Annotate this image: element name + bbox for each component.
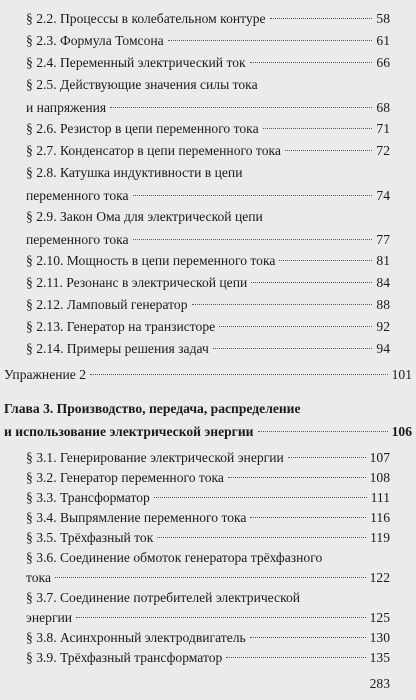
toc-entry-page: 135 [369, 650, 390, 665]
toc-entry [26, 162, 390, 207]
toc-entry-title: § 3.8. Асинхронный электродвигатель [26, 630, 246, 645]
toc-entry [26, 206, 390, 251]
toc-entry-title: § 2.10. Мощность в цепи переменного тока [26, 253, 276, 268]
toc-entry-title: § 2.11. Резонанс в электрической цепи [26, 275, 248, 290]
toc-entry-title: § 2.6. Резистор в цепи переменного тока [26, 121, 259, 136]
toc-entry [26, 547, 390, 587]
leader-dots [279, 260, 372, 261]
toc-entry [26, 294, 390, 317]
exercise-title: Упражнение 2 [4, 367, 87, 382]
leader-dots [219, 326, 372, 327]
toc-entry-title: § 3.4. Выпрямление переменного тока [26, 510, 247, 525]
toc-entry-title-cont: переменного тока [26, 187, 129, 203]
toc-entry [26, 30, 390, 53]
leader-dots [226, 657, 365, 658]
page-number: 283 [369, 676, 390, 691]
toc-entry-title: § 3.9. Трёхфазный трансформатор [26, 650, 223, 665]
leader-dots [250, 517, 366, 518]
leader-dots [263, 128, 373, 129]
leader-dots [213, 348, 373, 349]
toc-entry [26, 118, 390, 141]
toc-entry-title: § 2.5. Действующие значения силы тока [26, 77, 258, 92]
toc-entry [26, 647, 390, 667]
toc-entry-title: § 3.6. Соединение обмоток генератора трёхфазного [26, 550, 323, 565]
chapter-heading [4, 398, 412, 443]
chapter-title: Глава 3. Производство, передача, распределение [4, 401, 301, 416]
toc-entry-page: 125 [369, 610, 390, 625]
leader-dots [285, 150, 372, 151]
toc-entry [26, 316, 390, 339]
toc-entry-title: § 3.3. Трансформатор [26, 490, 150, 505]
toc-entry [26, 140, 390, 163]
toc-entry-page: 111 [370, 490, 390, 505]
leader-dots [157, 537, 366, 538]
exercise-page: 101 [391, 367, 412, 382]
toc-entry-title-cont: тока [26, 570, 51, 585]
toc-entry-title: § 2.4. Переменный электрический ток [26, 55, 246, 70]
chapter-title-cont: и использование электрической энергии [4, 423, 254, 439]
toc-entry-page: 108 [369, 470, 390, 485]
toc-entry [26, 272, 390, 295]
toc-entry-title: § 2.12. Ламповый генератор [26, 297, 188, 312]
toc-entry-page: 81 [376, 253, 390, 268]
toc-entry-title: § 3.5. Трёхфазный ток [26, 530, 154, 545]
toc-entry-page: 72 [376, 143, 390, 158]
toc-entry-title-cont: переменного тока [26, 231, 129, 247]
toc-entry-title: § 2.14. Примеры решения задач [26, 341, 209, 356]
toc-entry-page: 61 [376, 33, 390, 48]
leader-dots [251, 282, 372, 283]
leader-dots [258, 431, 388, 432]
toc-entry [26, 52, 390, 75]
leader-dots [288, 457, 366, 458]
leader-dots [270, 18, 373, 19]
leader-dots [154, 497, 367, 498]
toc-entry-page: 88 [376, 297, 390, 312]
leader-dots [110, 107, 372, 108]
leader-dots [250, 62, 373, 63]
toc-entry-page: 116 [370, 510, 390, 525]
toc-entry-page: 130 [369, 630, 390, 645]
toc-entry-page: 66 [376, 55, 390, 70]
leader-dots [76, 617, 366, 618]
toc-entry [26, 250, 390, 273]
toc-entry [26, 8, 390, 31]
toc-entry-page: 84 [376, 275, 390, 290]
toc-entry-page: 122 [369, 570, 390, 585]
toc-entry-title: § 3.2. Генератор переменного тока [26, 470, 224, 485]
leader-dots [90, 374, 388, 375]
toc-entry-title: § 2.8. Катушка индуктивности в цепи [26, 165, 243, 180]
leader-dots [55, 577, 366, 578]
toc-entry-title: § 2.2. Процессы в колебательном контуре [26, 11, 266, 26]
leader-dots [250, 637, 366, 638]
toc-entry-title: § 3.1. Генерирование электрической энергии [26, 450, 284, 465]
toc-entry-page: 71 [376, 121, 390, 136]
toc-entry-title: § 2.3. Формула Томсона [26, 33, 164, 48]
toc-entry-title: § 2.7. Конденсатор в цепи переменного тока [26, 143, 281, 158]
toc-entry [26, 338, 390, 361]
toc-entry [26, 74, 390, 119]
leader-dots [192, 304, 373, 305]
toc-entry-page: 92 [376, 319, 390, 334]
toc-entry-page: 58 [376, 11, 390, 26]
toc-exercise [4, 364, 412, 387]
chapter-page: 106 [391, 423, 412, 439]
toc-entry-title: § 2.13. Генератор на транзисторе [26, 319, 216, 334]
toc-entry [26, 627, 390, 647]
toc-entry-page: 119 [370, 530, 390, 545]
leader-dots [228, 477, 366, 478]
toc-entry-page: 74 [376, 187, 390, 203]
toc-entry-page: 94 [376, 341, 390, 356]
leader-dots [168, 40, 373, 41]
toc-entry-title: § 2.9. Закон Ома для электрической цепи [26, 209, 263, 224]
toc-entry [26, 587, 390, 627]
toc-entry-title-cont: и напряжения [26, 99, 107, 115]
leader-dots [133, 195, 373, 196]
toc-entry-title-cont: энергии [26, 610, 73, 625]
leader-dots [133, 239, 373, 240]
toc-entry-page: 68 [376, 99, 390, 115]
toc-entry-title: § 3.7. Соединение потребителей электрической [26, 590, 301, 605]
toc-entry-page: 77 [376, 231, 390, 247]
toc-entry-page: 107 [369, 450, 390, 465]
